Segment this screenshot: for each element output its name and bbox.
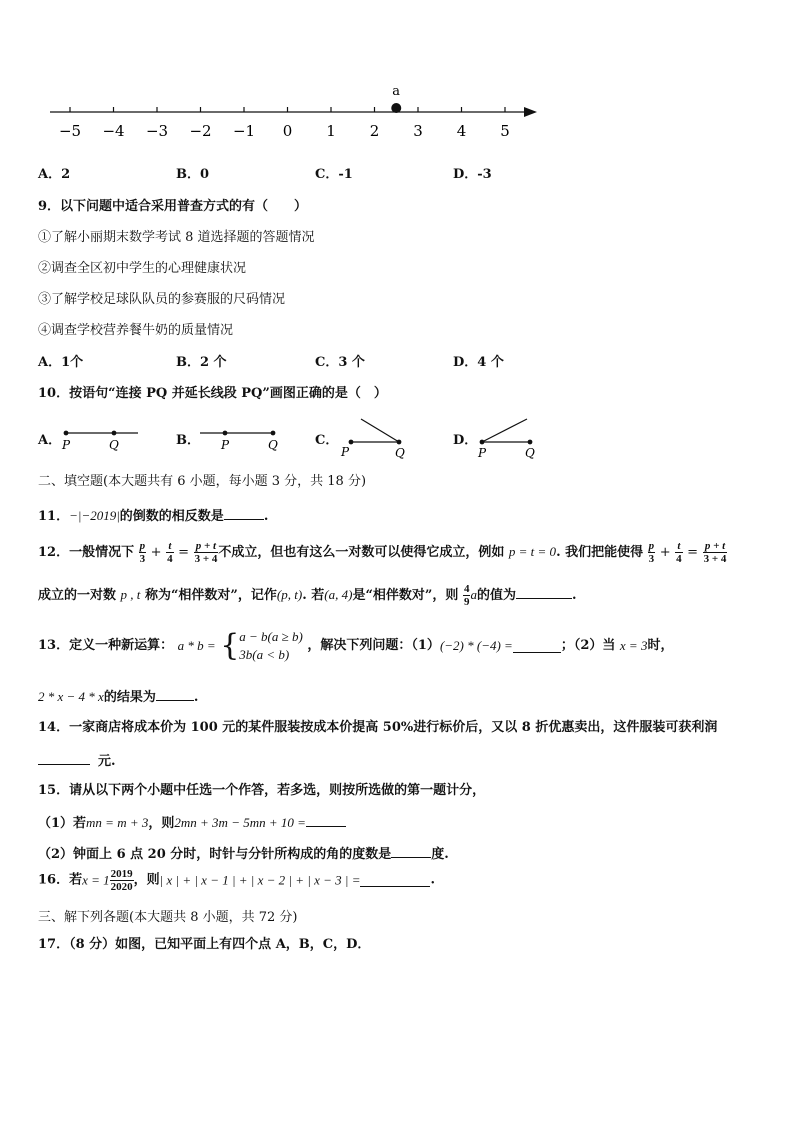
q15-sub2: （2）钟面上 6 点 20 分时，时针与分针所构成的角的度数是 度. — [38, 847, 449, 862]
q8-option-a[interactable]: A．2 — [38, 167, 71, 182]
q17: 17．（8 分）如图，已知平面上有四个点 A，B，C，D． — [38, 937, 371, 952]
q10-option-d[interactable]: D． — [453, 433, 478, 448]
q14-line1: 14．一家商店将成本价为 100 元的某件服装按成本价提高 50%进行标价后，又以 8 折优惠卖出，这件服装可获利润 — [38, 720, 718, 735]
number-line-tick-label: 2 — [369, 122, 380, 140]
q9-item-4: ④调查学校营养餐牛奶的质量情况 — [38, 323, 234, 338]
number-line-tick-label: 4 — [456, 122, 467, 140]
q10-figure-c — [335, 414, 415, 460]
q10-option-c[interactable]: C． — [315, 433, 339, 448]
q14-line2: 元. — [38, 752, 116, 770]
q8-option-b[interactable]: B．0 — [176, 167, 210, 182]
q13-line2: 2 * x − 4 * x的结果为 . — [38, 689, 199, 705]
point-q-label: Q — [525, 446, 535, 460]
q10-option-a[interactable]: A． — [38, 433, 62, 448]
q13-line1: 13．定义一种新运算： a * b = { a − b(a ≥ b) 3b(a < b) ，解决下列问题：（1）(−2) * (−4) = ；（2）当 x = 3时， — [38, 628, 674, 663]
q10-stem: 10．按语句“连接 PQ 并延长线段 PQ”画图正确的是（ ） — [38, 386, 387, 401]
point-p-label: P — [341, 445, 350, 459]
point-q-label: Q — [395, 446, 405, 460]
q15-sub1: （1）若mn = m + 3，则2mn + 3m − 5mn + 10 = — [38, 814, 346, 832]
number-line-tick-label: −4 — [102, 122, 125, 140]
number-line-tick-label: 5 — [500, 122, 510, 140]
q9-item-3: ③了解学校足球队队员的参赛服的尺码情况 — [38, 292, 286, 307]
q8-option-d[interactable]: D．-3 — [453, 167, 492, 182]
point-q-label: Q — [109, 438, 119, 452]
q9-option-c[interactable]: C．3 个 — [315, 355, 365, 370]
section-3-heading: 三、解下列各题(本大题共 8 小题，共 72 分) — [38, 910, 298, 925]
q11-answer-blank[interactable] — [224, 507, 264, 520]
q9-item-1: ①了解小丽期末数学考试 8 道选择题的答题情况 — [38, 230, 315, 245]
number-line — [40, 80, 550, 142]
q12-answer-blank[interactable] — [516, 586, 572, 599]
q15-1-answer-blank[interactable] — [306, 814, 346, 827]
q12-line1: 12．一般情况下 $\frac{p}{3}$ + $\frac{t}{4}$ = $\frac{p + t}{3 + 4}$ 不成立，但也有这么一对数可以使得它成立，例如 p = t = 0. 我们把能使得 $\frac{p}{3}$ + $\frac{t}{4}$ = $\frac{p + t}{3 + 4}$ — [38, 540, 727, 565]
number-line-point-label: a — [392, 84, 401, 99]
q9-option-d[interactable]: D．4 个 — [453, 355, 504, 370]
number-line-tick-label: −2 — [189, 122, 212, 140]
number-line-tick-label: 0 — [282, 122, 293, 140]
q13-2-answer-blank[interactable] — [156, 688, 194, 701]
number-line-tick-label: 3 — [413, 122, 423, 140]
point-p-label: P — [62, 438, 71, 452]
q16: 16．若x = 1 $\frac{2019}{2020}$ ，则| x | + | x − 1 | + | x − 2 | + | x − 3 | = . — [38, 868, 436, 893]
number-line-tick-label: −5 — [58, 122, 82, 140]
q9-stem: 9．以下问题中适合采用普查方式的有（ ） — [38, 199, 308, 214]
q11: 11．−|−2019|的倒数的相反数是 . — [38, 508, 269, 524]
q8-option-c[interactable]: C．-1 — [315, 167, 353, 182]
q10-option-b[interactable]: B． — [176, 433, 200, 448]
q12-line2: 成立的一对数 p , t 称为“相伴数对”，记作(p, t). 若(a, 4)是“相伴数对”，则 $\frac{4}{9}$ a的值为 . — [38, 583, 577, 608]
q14-answer-blank[interactable] — [38, 752, 90, 765]
number-line-tick-label: −3 — [145, 122, 169, 140]
q10-figure-d — [473, 414, 553, 460]
number-line-point — [391, 103, 401, 113]
q15-stem: 15．请从以下两个小题中任选一个作答，若多选，则按所选做的第一题计分， — [38, 783, 486, 798]
point-p-label: P — [221, 438, 230, 452]
number-line-tick-label: −1 — [232, 122, 256, 140]
q15-2-answer-blank[interactable] — [391, 845, 431, 858]
q9-item-2: ②调查全区初中学生的心理健康状况 — [38, 261, 247, 276]
q13-1-answer-blank[interactable] — [513, 640, 561, 653]
q9-option-a[interactable]: A．1个 — [38, 355, 84, 370]
number-line-tick-label: 1 — [326, 122, 336, 140]
point-q-label: Q — [268, 438, 278, 452]
q10-figure-b — [195, 422, 285, 458]
q10-figure-a — [58, 422, 148, 458]
q9-option-b[interactable]: B．2 个 — [176, 355, 227, 370]
section-2-heading: 二、填空题(本大题共有 6 小题，每小题 3 分，共 18 分) — [38, 474, 367, 489]
point-p-label: P — [478, 446, 487, 460]
q16-answer-blank[interactable] — [360, 874, 430, 887]
